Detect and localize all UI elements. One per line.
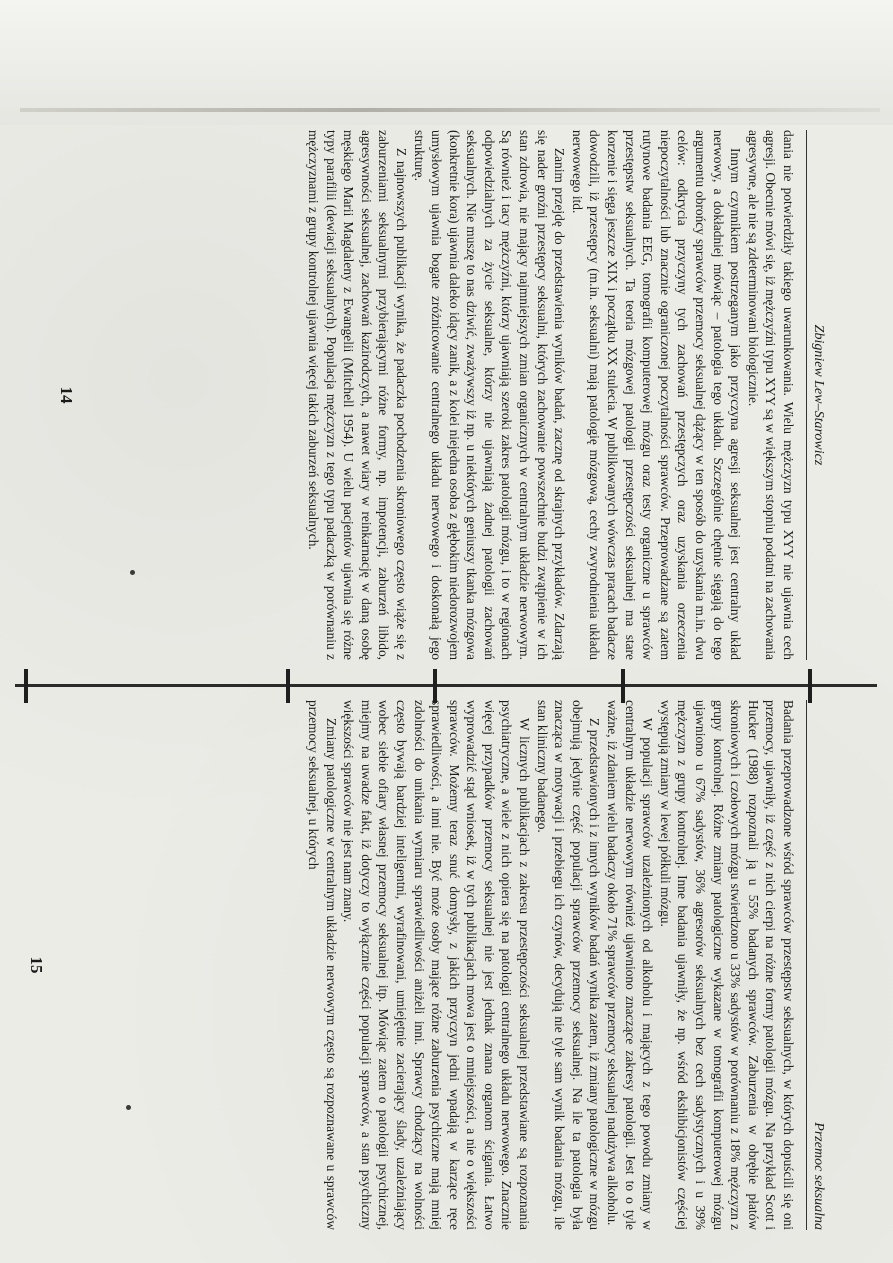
page-15 bbox=[26, 700, 826, 1230]
paragraph: Z najnowszych publikacji wynika, że padaczka pochodzenia skroniowego często wiąże się z zaburzeniami seksualnymi przybierającymi różne formy, np. impotencji, zaburzeń libido, agresywności seksualnej, zachowań kazirodczych, a nawet wiary w reinkarnację w daną osobę męskiego Marii Magdaleny z Ewangelii (Mitchell 1954). U wielu pacjentów ujawnia się różne typy parafilii (dewiacji seksualnych). Populacja mężczyzn z tego typu padaczką w porównaniu z mężczyznami z grupy kontrolnej ujawnia więcej takich zaburzeń seksualnych. bbox=[305, 130, 409, 660]
scan-top-margin bbox=[0, 0, 893, 125]
spine-tick bbox=[286, 669, 290, 703]
spine-tick bbox=[433, 669, 437, 703]
spine-tick bbox=[24, 669, 28, 703]
paragraph: W licznych publikacjach z zakresu przestępczości seksualnej przedstawiane są rozpoznania psychiatryczne, a wiele z nich opiera się na patologii centralnego układu nerwowego. Znacznie więcej przypadków przemocy seksualnej nie jest jednak znana organom ścigania. Łatwo wyprowadzić stąd wniosek, iż w tych publikacjach mowa jest o mniejszości, a nie o większości sprawców. Możemy teraz snuć domysły, z jakich przyczyn jedni wpadają w karzące ręce sprawiedliwości, a inni nie. Być może osoby mające różne zaburzenia psychiczne mają mniej zdolności do unikania wymiaru sprawiedliwości aniżeli inni. Sprawcy chodzący na wolności często bywają bardziej inteligentni, wyrafinowani, umiejętnie zacierający ślady, uzależniający wobec siebie ofiary własnej przemocy seksualnej itp. Mówiąc zatem o patologii psychicznej, miejmy na uwadze fakt, iż dotyczy to wyłącznie części populacji sprawców, a stan psychiczny większości sprawców nie jest nam znany. bbox=[341, 700, 533, 1230]
paragraph: Zmiany patologiczne w centralnym układzie nerwowym często są rozpoznawane u sprawców przemocy seksualnej, u których bbox=[305, 700, 339, 1230]
paragraph: Z przedstawionych i z innych wyników badań wynika zatem, iż zmiany patologiczne w mózgu obejmują jedynie część populacji sprawców przemocy seksualnej. Na ile ta patologia była znacząca w motywacji i przebiegu ich czynów, decydują nie tyle sam wynik badania mózgu, ile stan kliniczny badanego. bbox=[534, 700, 603, 1230]
paragraph: Zanim przejdę do przedstawienia wyników badań, zacznę od skrajnych przykładów. Zdarzają się nader groźni przestępcy seksualni, których zachowanie powszechnie budzi zwątpienie w ich stan zdrowia, nie mający najmniejszych zmian organicznych w centralnym układzie nerwowym. Są również i tacy mężczyźni, którzy ujawniają szeroki zakres patologii mózgu, i to w regionach odpowiedzialnych za życie seksualne, którzy nie ujawniają żadnej patologii zachowań seksualnych. Nie muszę to nas dziwić, zważywszy iż np. u niektórych geniuszy tkanka mózgowa (konkretnie kora) ujawnia daleko idący zanik, a z kolei niejedna osoba z głębokim niedorozwojem umysłowym ujawnia bogate zróżnicowanie centralnego układu nerwowego i doskonałą jego strukturę. bbox=[411, 130, 568, 660]
page-number: 15 bbox=[27, 956, 46, 974]
running-head-title: Przemoc seksualna bbox=[806, 700, 826, 1230]
spine-tick bbox=[808, 669, 812, 703]
page-number: 14 bbox=[57, 386, 76, 404]
paragraph: dania nie potwierdziły takiego uwarunkowania. Wielu mężczyzn typu XYY nie ujawnia cech agresji. Obecnie mówi się, iż mężczyźni typu XYY są w większym stopniu podatni na zachowania agresywne, ale nie są zdeterminowani biologicznie. bbox=[745, 130, 796, 660]
paragraph: Badania przeprowadzone wśród sprawców przestępstw seksualnych, w których dopuścili się oni przemocy, ujawniły, iż część z nich cierpi na różne formy patologii mózgu. Na przykład Scott i Hucker (1988) rozpoznali ją u 55% badanych sprawców. Zaburzenia w obrębie płatów skroniowych i czołowych mózgu stwierdzono u 33% sadystów w porównaniu z 18% mężczyzn z grupy kontrolnej. Różne zmiany patologiczne wykazane w tomografii komputerowej mózgu ujawniono u 67% sadystów, 36% agresorów seksualnych bez cech sadystycznych i u 39% mężczyzn z grupy kontrolnej. Inne badania ujawniły, że np. wśród ekshibicjonistów częściej występują zmiany w lewej półkuli mózgu. bbox=[657, 700, 796, 1230]
paragraph: W populacji sprawców uzależnionych od alkoholu i mających z tego powodu zmiany w centralnym układzie nerwowym również ujawniono znaczące zakresy patologii. Jest to o tyle ważne, iż zdaniem wielu badaczy około 71% sprawców przemocy seksualnej nadużywa alkoholu. bbox=[605, 700, 656, 1230]
running-head-author: Zbigniew Lew–Starowicz bbox=[806, 130, 826, 660]
page-14 bbox=[56, 130, 826, 660]
book-spine-line bbox=[15, 684, 877, 687]
spine-tick bbox=[621, 669, 625, 703]
page-top-edge bbox=[20, 108, 880, 112]
paragraph: Innym czynnikiem postrzeganym jako przyczyna agresji seksualnej jest centralny układ nerwowy, a dokładniej mówiąc – patologia tego układu. Szczególnie chętnie sięgają do tego argumentu obrońcy sprawców przemocy seksualnej dążący w ten sposób do uzyskania m.in. dwu celów: odkrycia przyczyny tych zachowań przestępczych oraz uzyskania orzeczenia niepoczytalności lub znacznie ograniczonej poczytalności sprawców. Przeprowadzane są zatem rutynowe badania EEG, tomografii komputerowej mózgu oraz testy organiczne u sprawców przestępstw seksualnych. Ta teoria mózgowej patologii przestępczości seksualnej ma stare korzenie i sięga jeszcze XIX i początku XX stulecia. W publikowanych wówczas pracach badacze dowodzili, iż przestępcy (m.in. seksualni) mają patologię mózgową, cechy zwyrodnienia układu nerwowego itd. bbox=[569, 130, 744, 660]
